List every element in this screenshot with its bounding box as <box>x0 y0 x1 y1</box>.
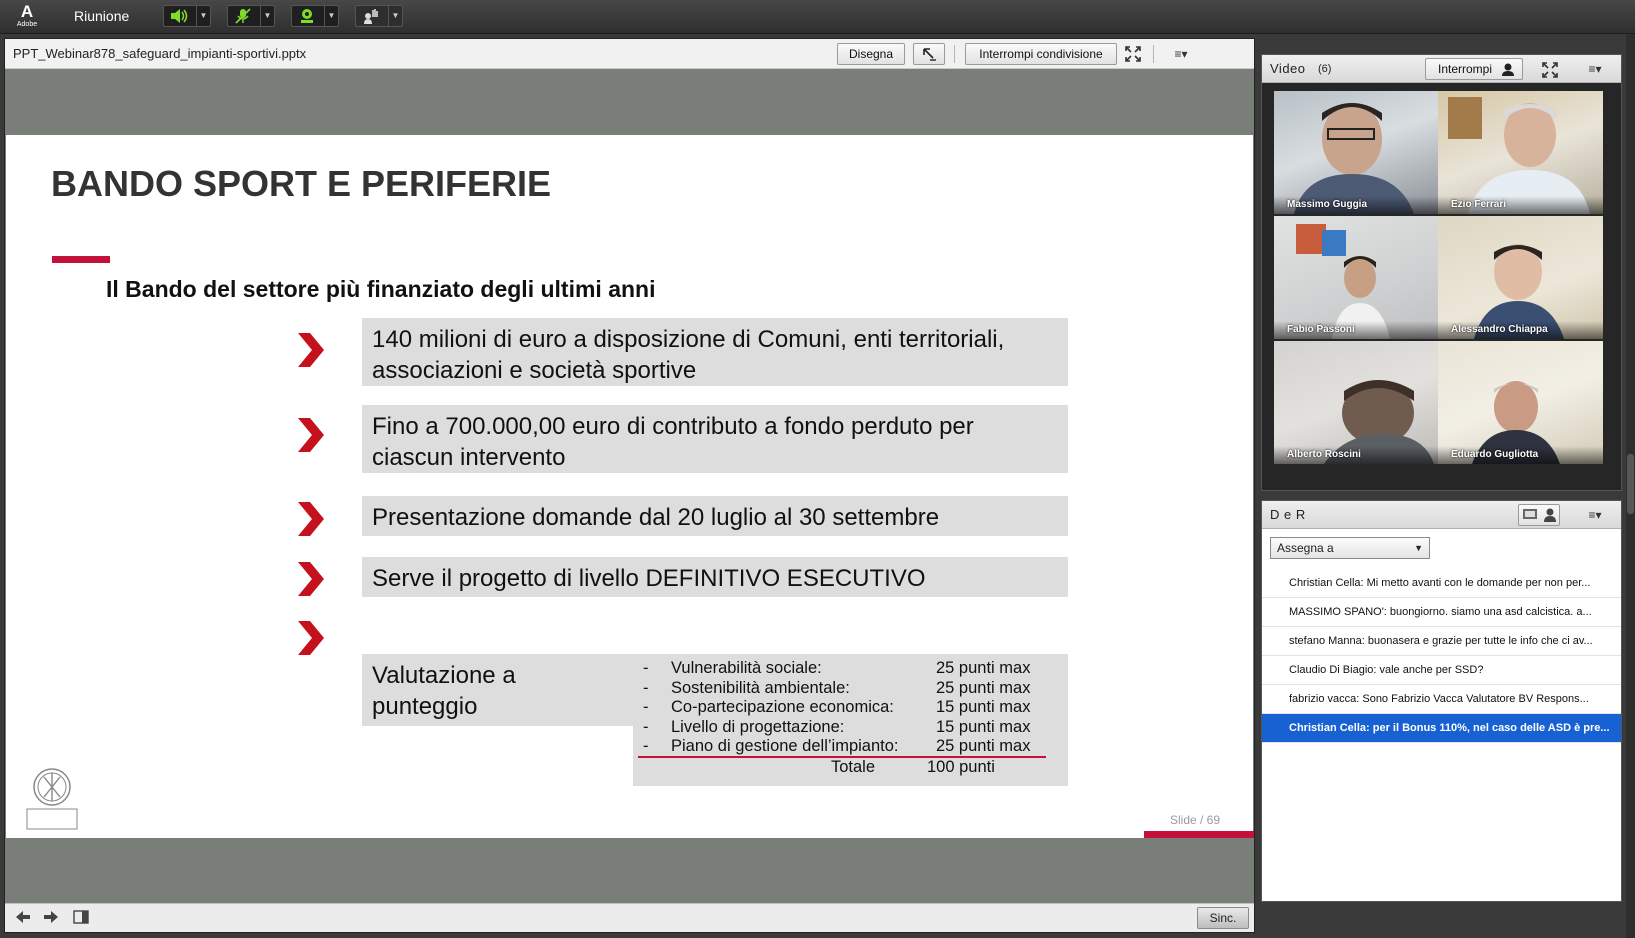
chevron-down-icon[interactable]: ▼ <box>324 6 338 26</box>
evaluation-box: Valutazione a punteggio <box>362 654 634 726</box>
chevron-down-icon[interactable]: ▼ <box>260 6 274 26</box>
webcam-button[interactable] <box>291 5 339 27</box>
video-tile[interactable] <box>1274 91 1439 214</box>
criteria-table <box>633 654 1068 786</box>
qa-pod-header <box>1262 501 1621 529</box>
video-pod <box>1261 54 1622 491</box>
row-dash: - <box>643 737 649 755</box>
raise-hand-icon <box>360 8 382 24</box>
title-accent-bar <box>52 256 110 263</box>
pointer-icon <box>921 47 937 61</box>
video-tile[interactable] <box>1274 341 1439 464</box>
row-dash: - <box>643 679 649 697</box>
bullet-box: Serve il progetto di livello DEFINITIVO ESECUTIVO <box>362 557 1068 597</box>
criteria-row <box>633 718 1068 738</box>
criteria-row <box>633 737 1068 757</box>
previous-slide-icon[interactable] <box>15 910 31 924</box>
stop-video-label: Interrompi <box>1438 62 1493 76</box>
sidebar-toggle-icon[interactable] <box>73 910 89 924</box>
slide-subtitle: Il Bando del settore più finanziato degli ultimi anni <box>106 276 656 302</box>
slide-title: BANDO SPORT E PERIFERIE <box>51 163 552 204</box>
share-pod <box>4 38 1255 933</box>
fullscreen-icon[interactable] <box>1125 46 1141 65</box>
view-toggle[interactable] <box>1518 504 1560 526</box>
adobe-logo-mark: A <box>20 2 34 21</box>
question-item[interactable]: MASSIMO SPANO': buongiorno. siamo una asd calcistica. a... <box>1262 598 1621 627</box>
assign-label: Assegna a <box>1277 541 1334 555</box>
bullet-box: Fino a 700.000,00 euro di contributo a fondo perduto per ciascun intervento <box>362 405 1068 473</box>
stop-video-button[interactable] <box>1425 58 1523 80</box>
total-value: 100 punti <box>927 758 995 776</box>
webcam-icon <box>296 8 318 24</box>
criteria-label: Vulnerabilità sociale: <box>671 659 822 677</box>
separator <box>1153 45 1154 63</box>
slide-number: Slide / 69 <box>1170 813 1221 827</box>
pod-options-icon[interactable]: ≡▾ <box>1588 62 1602 76</box>
bullet-box: 140 milioni di euro a disposizione di Comuni, enti territoriali, associazioni e società sportive <box>362 318 1068 386</box>
chevron-right-icon <box>296 416 326 454</box>
window-scrollbar[interactable] <box>1626 34 1635 938</box>
scrollbar-thumb[interactable] <box>1627 454 1634 514</box>
row-dash: - <box>643 718 649 736</box>
question-item[interactable]: fabrizio vacca: Sono Fabrizio Vacca Valutatore BV Respons... <box>1262 685 1621 714</box>
chevron-right-icon <box>296 560 326 598</box>
user-icon <box>1501 62 1515 76</box>
raise-hand-button[interactable] <box>355 5 403 27</box>
microphone-muted-icon <box>232 8 254 24</box>
criteria-points: 25 punti max <box>936 659 1031 677</box>
video-pod-title: Video <box>1270 61 1306 76</box>
criteria-row <box>633 659 1068 679</box>
shared-file-name: PPT_Webinar878_safeguard_impianti-sportivi.pptx <box>13 46 307 61</box>
question-item[interactable]: Christian Cella: Mi metto avanti con le domande per non per... <box>1262 569 1621 598</box>
qa-pod <box>1261 500 1622 902</box>
criteria-points: 25 punti max <box>936 679 1031 697</box>
share-pod-header <box>5 39 1254 69</box>
adobe-logo <box>13 3 41 31</box>
microphone-button[interactable] <box>227 5 275 27</box>
pod-options-icon[interactable]: ≡▾ <box>1174 47 1188 61</box>
video-tile[interactable] <box>1438 341 1603 464</box>
participant-name: Massimo Guggia <box>1274 196 1439 214</box>
question-item[interactable]: Claudio Di Biagio: vale anche per SSD? <box>1262 656 1621 685</box>
criteria-label: Livello di progettazione: <box>671 718 845 736</box>
video-pod-header <box>1262 55 1621 83</box>
chevron-down-icon: ▼ <box>1414 543 1423 553</box>
video-tile[interactable] <box>1438 91 1603 214</box>
criteria-label: Piano di gestione dell’impianto: <box>671 737 899 755</box>
criteria-points: 25 punti max <box>936 737 1031 755</box>
pod-options-icon[interactable]: ≡▾ <box>1588 508 1602 522</box>
chevron-right-icon <box>296 619 326 657</box>
share-pod-footer <box>5 903 1254 932</box>
top-menu-bar <box>0 0 1635 34</box>
criteria-points: 15 punti max <box>936 698 1031 716</box>
menu-riunione[interactable]: Riunione <box>74 8 130 24</box>
user-icon <box>1542 507 1558 523</box>
speaker-icon <box>168 8 190 24</box>
criteria-row <box>633 698 1068 718</box>
total-label: Totale <box>831 758 876 776</box>
presentation-slide <box>6 135 1253 838</box>
chevron-down-icon[interactable]: ▼ <box>388 6 402 26</box>
pointer-button[interactable] <box>913 43 945 65</box>
participant-name: Alberto Roscini <box>1274 446 1439 464</box>
question-item[interactable]: stefano Manna: buonasera e grazie per tutte le info che ci av... <box>1262 627 1621 656</box>
draw-button[interactable]: Disegna <box>837 43 905 65</box>
audio-button[interactable] <box>163 5 211 27</box>
criteria-points: 15 punti max <box>936 718 1031 736</box>
assign-to-dropdown[interactable] <box>1270 537 1430 559</box>
participant-name: Alessandro Chiappa <box>1438 321 1603 339</box>
video-tile[interactable] <box>1438 216 1603 339</box>
footer-accent-bar <box>1144 831 1254 838</box>
criteria-label: Co-partecipazione economica: <box>671 698 894 716</box>
separator <box>954 45 955 63</box>
criteria-label: Sostenibilità ambientale: <box>671 679 850 697</box>
video-participant-count: (6) <box>1318 63 1332 75</box>
stop-sharing-button[interactable]: Interrompi condivisione <box>965 43 1117 65</box>
criteria-row <box>633 679 1068 699</box>
next-slide-icon[interactable] <box>43 910 59 924</box>
fullscreen-icon[interactable] <box>1542 62 1558 78</box>
participant-name: Ezio Ferrari <box>1438 196 1603 214</box>
qa-pod-title: D e R <box>1270 507 1306 522</box>
adobe-logo-text: Adobe <box>16 21 38 28</box>
presenter-view-icon <box>1522 507 1538 523</box>
sync-button[interactable]: Sinc. <box>1197 907 1249 929</box>
bullet-box: Presentazione domande dal 20 luglio al 30 settembre <box>362 496 1068 536</box>
row-dash: - <box>643 698 649 716</box>
bureau-veritas-logo <box>24 763 80 833</box>
row-dash: - <box>643 659 649 677</box>
participant-name: Fabio Passoni <box>1274 321 1439 339</box>
chevron-down-icon[interactable]: ▼ <box>196 6 210 26</box>
video-tile[interactable] <box>1274 216 1439 339</box>
question-item-selected[interactable]: Christian Cella: per il Bonus 110%, nel caso delle ASD è pre... <box>1262 714 1621 743</box>
chevron-right-icon <box>296 331 326 369</box>
participant-name: Eduardo Gugliotta <box>1438 446 1603 464</box>
chevron-right-icon <box>296 500 326 538</box>
